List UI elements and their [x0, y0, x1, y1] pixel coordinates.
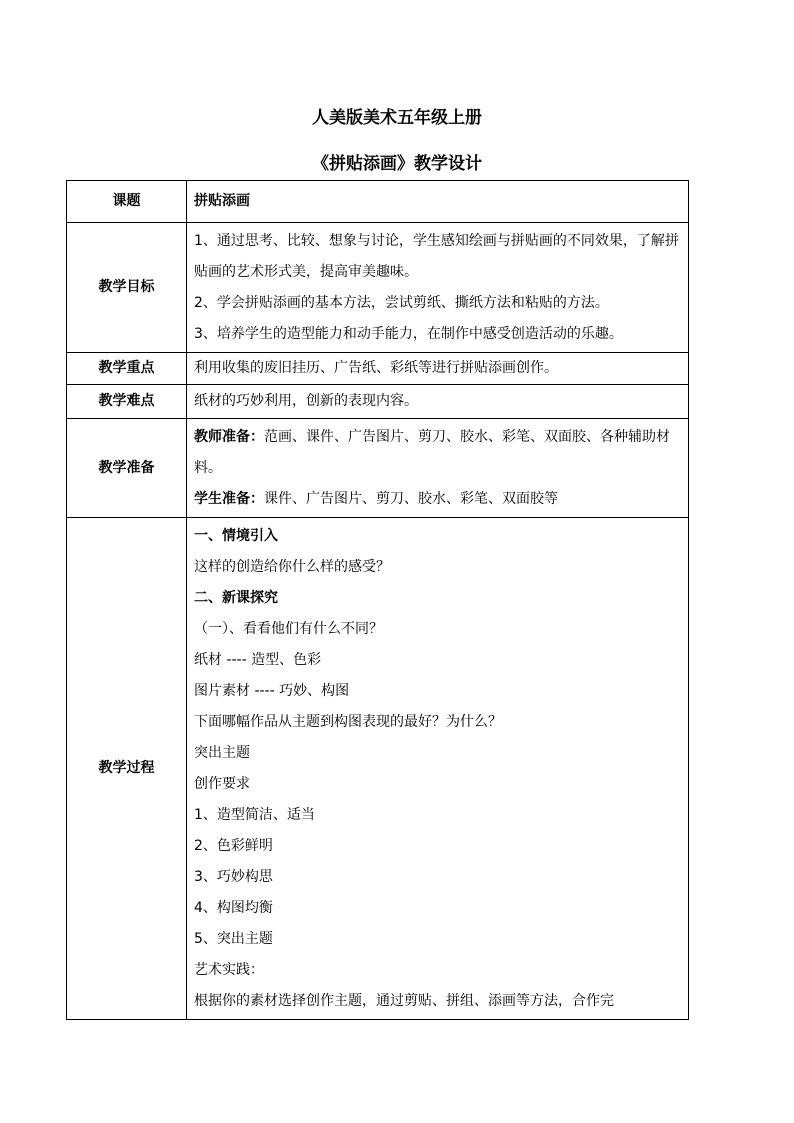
process-line: 纸材 ---- 造型、色彩 [194, 652, 322, 668]
student-preparation [194, 484, 682, 515]
process-line: 二、新课探究 [194, 590, 278, 606]
process-line: 图片素材 ---- 巧妙、构图 [194, 683, 350, 699]
topic-label: 课题 [67, 181, 187, 223]
difficulties-text: 纸材的巧妙利用，创新的表现内容。 [194, 393, 418, 409]
process-line: 2、色彩鲜明 [194, 838, 273, 854]
document-subtitle: 《拼贴添画》教学设计 [312, 154, 482, 174]
process-line: 5、突出主题 [194, 931, 273, 947]
objective-item: 3、培养学生的造型能力和动手能力，在制作中感受创造活动的乐趣。 [194, 326, 623, 342]
process-line: 1、造型简洁、适当 [194, 807, 315, 823]
process-line: 创作要求 [194, 776, 250, 792]
process-line: 根据你的素材选择创作主题，通过剪贴、拼组、添画等方法，合作完 [194, 993, 614, 1009]
process-line: 突出主题 [194, 745, 250, 761]
lesson-plan-table [66, 180, 689, 1020]
difficulties-label: 教学难点 [67, 385, 187, 419]
process-line: 3、巧妙构思 [194, 869, 273, 885]
teacher-preparation-label: 教师准备： [194, 429, 264, 445]
row-difficulties [67, 385, 689, 419]
row-objectives [67, 223, 689, 353]
process-line: （一）、看看他们有什么不同？ [194, 621, 383, 637]
objective-item: 1、通过思考、比较、想象与讨论，学生感知绘画与拼贴画的不同效果，了解拼贴画的艺术形式美，提高审美趣味。 [194, 233, 679, 280]
objective-item: 2、学会拼贴添画的基本方法，尝试剪纸、撕纸方法和粘贴的方法。 [194, 295, 609, 311]
key-points-text: 利用收集的废旧挂历、广告纸、彩纸等进行拼贴添画创作。 [194, 360, 558, 376]
objectives-content [187, 223, 689, 353]
objectives-label: 教学目标 [67, 223, 187, 353]
teacher-preparation-value: 范画、课件、广告图片、剪刀、胶水、彩笔、双面胶、各种辅助材料。 [194, 429, 670, 476]
document-title: 人美版美术五年级上册 [312, 108, 482, 128]
topic-value [187, 181, 689, 223]
student-preparation-label: 学生准备： [194, 491, 264, 507]
process-line: 艺术实践： [194, 962, 264, 978]
process-line: 这样的创造给你什么样的感受？ [194, 559, 390, 575]
teacher-preparation [194, 422, 682, 484]
topic-text: 拼贴添画 [194, 193, 250, 209]
key-points-label: 教学重点 [67, 353, 187, 385]
row-preparation [67, 419, 689, 518]
process-label: 教学过程 [67, 518, 187, 1020]
key-points-content [187, 353, 689, 385]
process-line: 一、情境引入 [194, 528, 278, 544]
preparation-content [187, 419, 689, 518]
row-key-points [67, 353, 689, 385]
student-preparation-value: 课件、广告图片、剪刀、胶水、彩笔、双面胶等 [264, 491, 558, 507]
process-content [187, 518, 689, 1020]
process-line: 下面哪幅作品从主题到构图表现的最好？为什么？ [194, 714, 502, 730]
row-topic [67, 181, 689, 223]
difficulties-content [187, 385, 689, 419]
preparation-label: 教学准备 [67, 419, 187, 518]
row-process [67, 518, 689, 1020]
process-line: 4、构图均衡 [194, 900, 273, 916]
